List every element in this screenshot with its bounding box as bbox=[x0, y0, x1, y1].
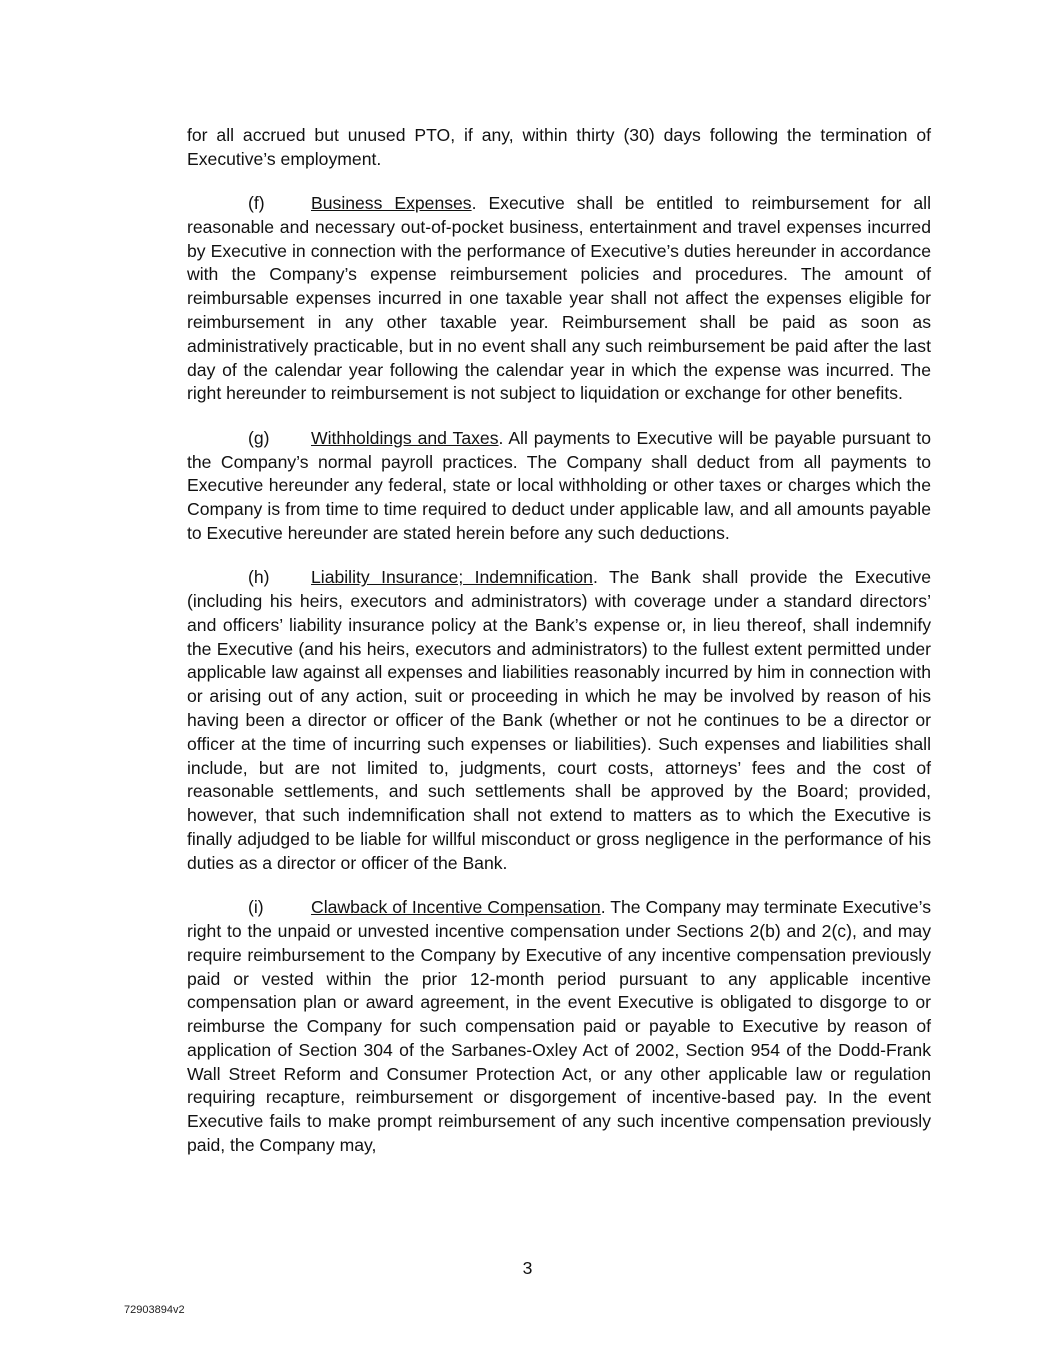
document-page bbox=[187, 124, 931, 1178]
section-g-body: . All payments to Executive will be payable pursuant to the Company’s normal payroll practices. The Company shall deduct from all payments to Executive hereunder any federal, state or local withholding or other taxes or charges which the Company is from time to time required to deduct under applicable law, and all amounts payable to Executive hereunder are stated herein before any such deductions. bbox=[187, 427, 932, 543]
section-h-label: (h) bbox=[248, 567, 270, 588]
section-g-heading: Withholdings and Taxes bbox=[311, 427, 499, 448]
section-g-label: (g) bbox=[248, 427, 270, 448]
section-i-paragraph bbox=[187, 896, 931, 1158]
section-i-label: (i) bbox=[248, 897, 264, 918]
section-f-body: . Executive shall be entitled to reimbursement for all reasonable and necessary out-of-pocket business, entertainment and travel expenses incurred by Executive in connection with the performance of Executive’s duties hereunder in accordance with the Company’s expense reimbursement policies and procedures. The amount of reimbursable expenses incurred in one taxable year shall not affect the expenses eligible for reimbursement in any other taxable year. Reimbursement shall be paid as soon as administratively practicable, but in no event shall any such reimbursement be paid after the last day of the calendar year following the calendar year in which the expense was incurred. The right hereunder to reimbursement is not subject to liquidation or exchange for other benefits. bbox=[187, 193, 931, 404]
document-id: 72903894v2 bbox=[124, 1304, 185, 1316]
section-g-paragraph bbox=[187, 427, 931, 546]
section-f-heading: Business Expenses bbox=[311, 193, 472, 214]
section-i-heading: Clawback of Incentive Compensation bbox=[311, 897, 601, 918]
section-f-label: (f) bbox=[248, 193, 265, 214]
section-i-body: . The Company may terminate Executive’s right to the unpaid or unvested incentive compensation under Sections 2(b) and 2(c), and may require reimbursement to the Company by Executive of any incentive compensation previously paid or vested within the prior 12-month period pursuant to any applicable incentive compensation plan or award agreement, in the event Executive is obligated to disgorge to or reimburse the Company for such compensation paid or payable to Executive by reason of application of Section 304 of the Sarbanes-Oxley Act of 2002, Section 954 of the Dodd-Frank Wall Street Reform and Consumer Protection Act, or any other applicable law or regulation requiring recapture, reimbursement or disgorgement of incentive-based pay. In the event Executive fails to make prompt reimbursement of any such incentive compensation previously paid, the Company may, bbox=[187, 897, 931, 1156]
page-number: 3 bbox=[522, 1258, 533, 1278]
section-f-paragraph bbox=[187, 192, 931, 406]
section-h-heading: Liability Insurance; Indemnification bbox=[311, 567, 593, 588]
intro-paragraph: for all accrued but unused PTO, if any, within thirty (30) days following the termination of Executive’s employment. bbox=[187, 125, 931, 169]
section-h-paragraph bbox=[187, 566, 931, 875]
section-h-body: . The Bank shall provide the Executive (including his heirs, executors and administrators) with coverage under a standard directors’ and officers’ liability insurance policy at the Bank’s expense or, in lieu thereof, shall indemnify the Executive (and his heirs, executors and administrators) to the fullest extent permitted under applicable law against all expenses and liabilities reasonably incurred by him in connection with or arising out of any action, suit or proceeding in which he may be involved by reason of his having been a director or officer of the Bank (whether or not he continues to be a director or officer at the time of incurring such expenses or liabilities). Such expenses and liabilities shall include, but are not limited to, judgments, court costs, attorneys’ fees and the cost of reasonable settlements, and such settlements shall be approved by the Board; provided, however, that such indemnification shall not extend to matters as to which the Executive is finally adjudged to be liable for willful misconduct or gross negligence in the performance of his duties as a director or officer of the Bank. bbox=[187, 567, 931, 873]
